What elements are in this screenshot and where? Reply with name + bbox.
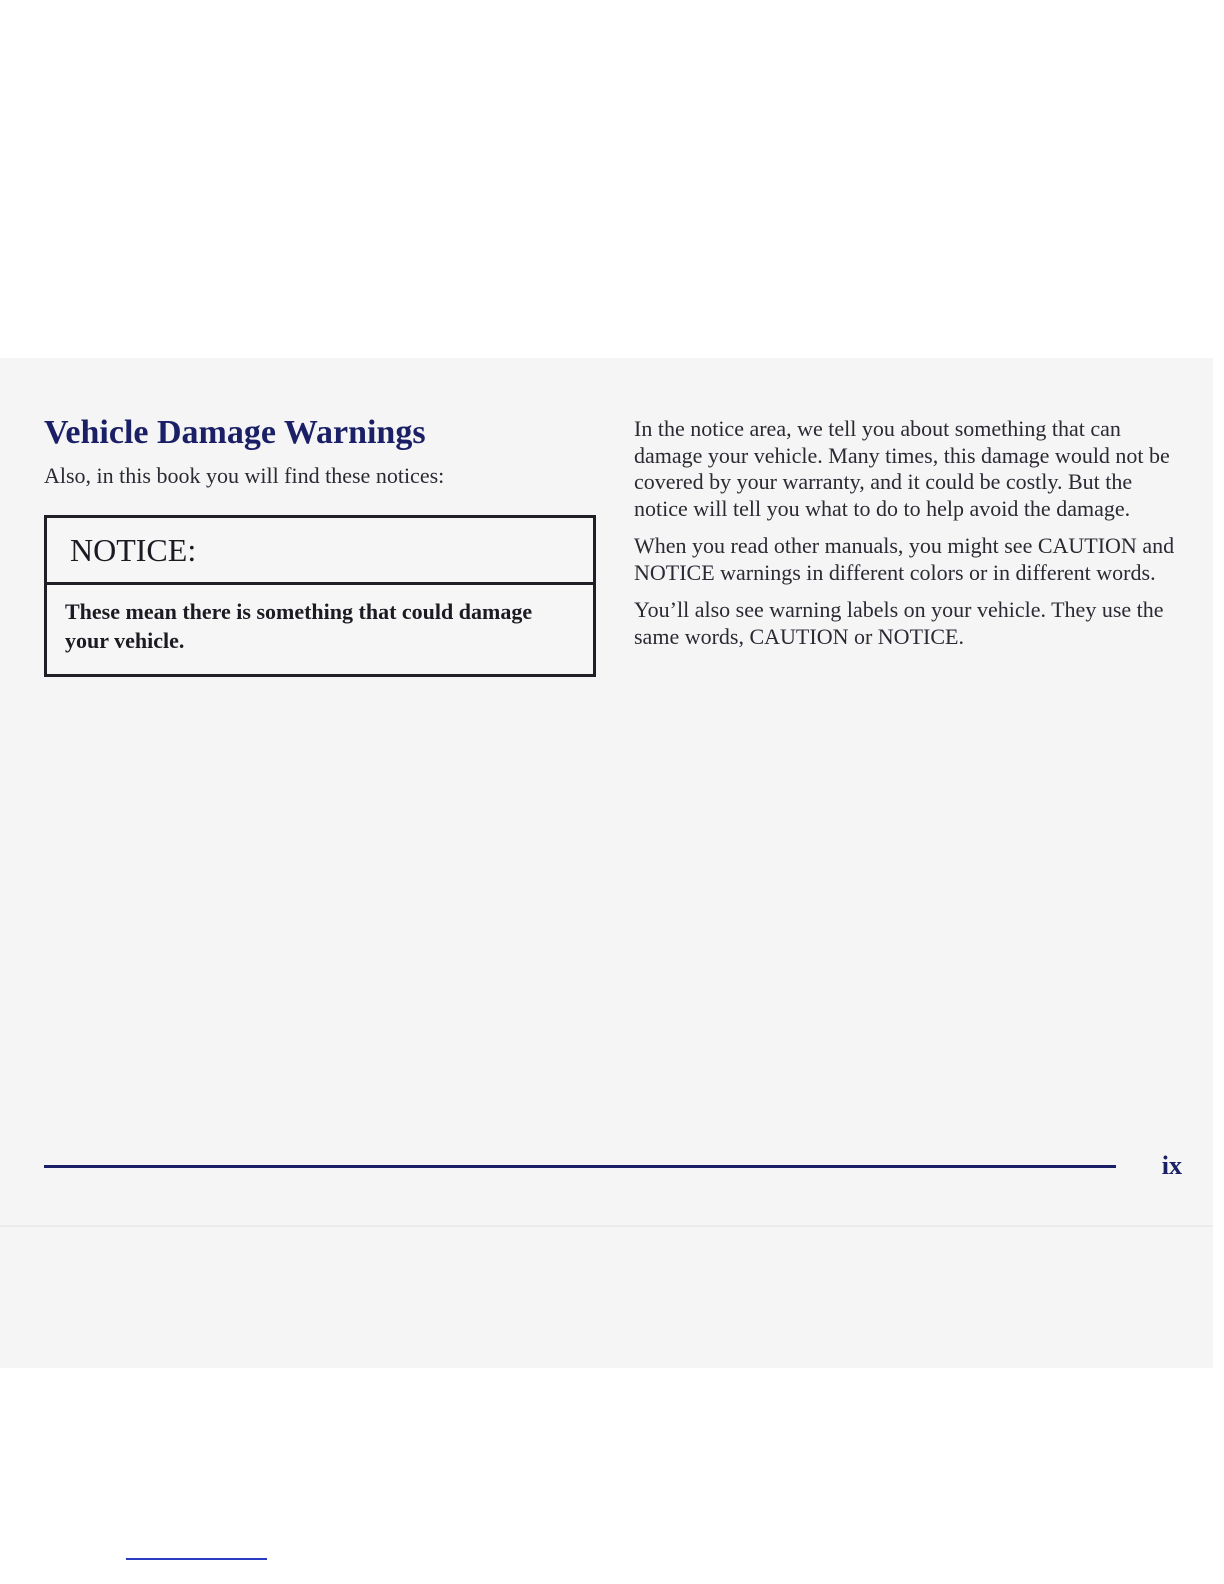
link-underline-stub [126, 1558, 267, 1560]
paragraph-other-manuals: When you read other manuals, you might see CAUTION and NOTICE warnings in different colors or in different words. [634, 533, 1175, 585]
paragraph-warning-labels: You’ll also see warning labels on your vehicle. They use the same words, CAUTION or NOTICE. [634, 597, 1164, 649]
notice-box [44, 515, 596, 677]
section-title: Vehicle Damage Warnings [44, 414, 426, 451]
intro-text: Also, in this book you will find these notices: [44, 463, 445, 488]
footer-rule [44, 1165, 1116, 1168]
notice-heading: NOTICE: [47, 518, 593, 585]
notice-body: These mean there is something that could damage your vehicle. [65, 599, 533, 653]
page-fold-divider [0, 1225, 1213, 1227]
right-column [634, 416, 1182, 661]
page-number: ix [1161, 1151, 1182, 1180]
paragraph-notice-area: In the notice area, we tell you about something that can damage your vehicle. Many times, this damage would not be covered by your warranty, and it could be costly. But the notice will tell you what to do to help avoid the damage. [634, 416, 1170, 521]
